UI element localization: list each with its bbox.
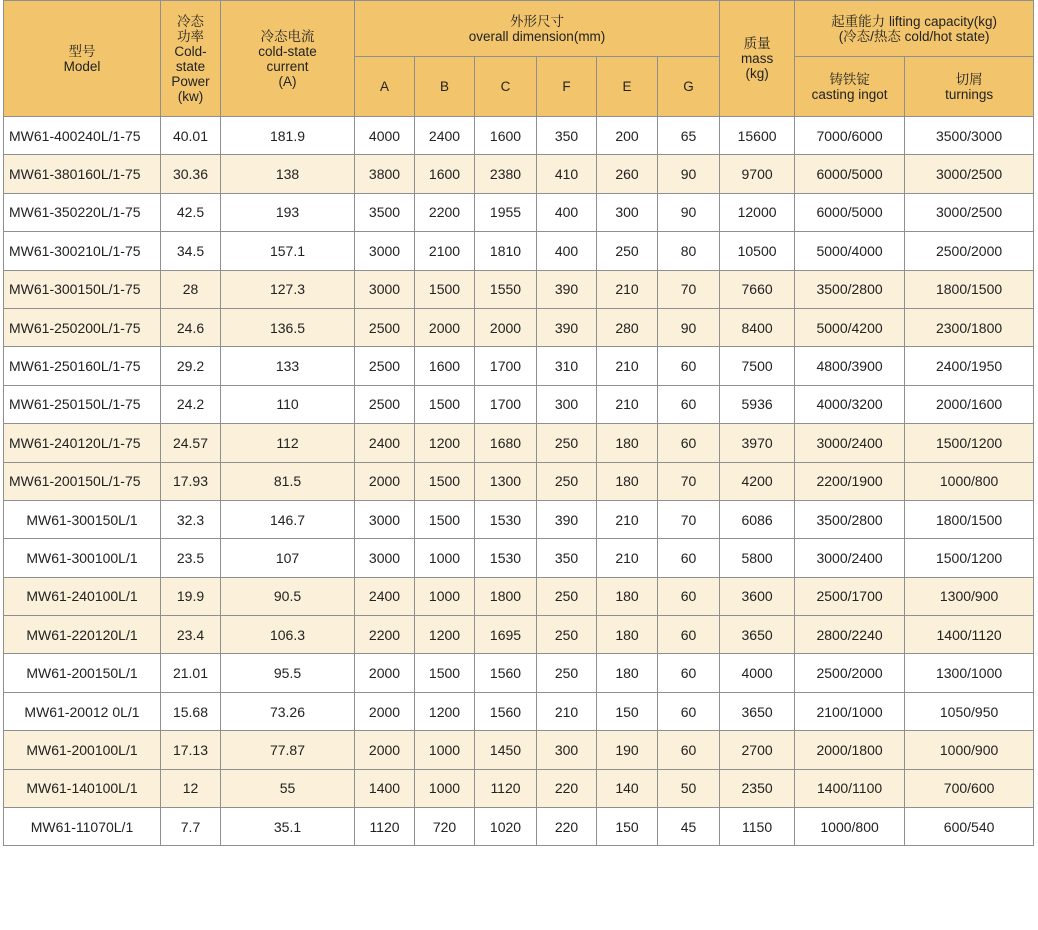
header-current-line: 冷态电流	[260, 28, 315, 44]
cell-cold-current: 90.5	[221, 577, 355, 615]
spec-table-body	[4, 117, 1034, 846]
cell-dim-b: 1200	[415, 616, 475, 654]
cell-dim-g: 65	[658, 117, 720, 155]
cell-cold-current: 73.26	[221, 692, 355, 730]
cell-dim-g: 50	[658, 769, 720, 807]
cell-dim-b: 1600	[415, 155, 475, 193]
cell-cold-power: 42.5	[161, 193, 221, 231]
cell-mass: 7500	[720, 347, 795, 385]
cell-dim-c: 1560	[475, 692, 537, 730]
cell-dim-c: 1810	[475, 232, 537, 270]
header-casting-ingot	[795, 57, 905, 117]
cell-cold-current: 112	[221, 424, 355, 462]
cell-dim-f: 400	[537, 232, 597, 270]
cell-dim-g: 70	[658, 270, 720, 308]
cell-dim-e: 180	[597, 654, 658, 692]
cell-casting-ingot: 3500/2800	[795, 500, 905, 538]
cell-dim-f: 250	[537, 424, 597, 462]
cell-dim-e: 300	[597, 193, 658, 231]
cell-dim-e: 280	[597, 308, 658, 346]
cell-dim-b: 2100	[415, 232, 475, 270]
cell-model: MW61-250150L/1-75	[4, 385, 161, 423]
cell-dim-b: 2400	[415, 117, 475, 155]
cell-dim-b: 1500	[415, 385, 475, 423]
cell-dim-a: 3500	[355, 193, 415, 231]
cell-dim-g: 90	[658, 193, 720, 231]
cell-dim-b: 1000	[415, 539, 475, 577]
cell-dim-a: 3800	[355, 155, 415, 193]
table-row	[4, 539, 1034, 577]
cell-cold-current: 106.3	[221, 616, 355, 654]
cell-cold-power: 23.5	[161, 539, 221, 577]
cell-dim-a: 2000	[355, 692, 415, 730]
cell-model: MW61-200150L/1-75	[4, 462, 161, 500]
cell-model: MW61-240100L/1	[4, 577, 161, 615]
table-row	[4, 385, 1034, 423]
cell-dim-c: 1955	[475, 193, 537, 231]
cell-cold-current: 193	[221, 193, 355, 231]
cell-turnings: 1050/950	[905, 692, 1034, 730]
cell-dim-e: 180	[597, 424, 658, 462]
cell-dim-b: 1200	[415, 424, 475, 462]
header-model	[4, 1, 161, 117]
cell-dim-f: 390	[537, 270, 597, 308]
cell-dim-c: 1530	[475, 539, 537, 577]
cell-dim-g: 60	[658, 692, 720, 730]
table-row	[4, 193, 1034, 231]
header-dimension-en: overall dimension(mm)	[468, 28, 606, 44]
cell-model: MW61-220120L/1	[4, 616, 161, 654]
cell-cold-power: 17.13	[161, 731, 221, 769]
cell-dim-e: 180	[597, 616, 658, 654]
cell-cold-power: 24.57	[161, 424, 221, 462]
header-current-line: cold-state	[258, 43, 317, 59]
cell-dim-a: 2000	[355, 462, 415, 500]
cell-turnings: 2500/2000	[905, 232, 1034, 270]
spec-table	[3, 0, 1034, 846]
cell-cold-current: 146.7	[221, 500, 355, 538]
cell-cold-current: 136.5	[221, 308, 355, 346]
cell-casting-ingot: 3000/2400	[795, 539, 905, 577]
cell-dim-e: 210	[597, 270, 658, 308]
cell-turnings: 700/600	[905, 769, 1034, 807]
header-turnings-zh: 切屑	[955, 71, 983, 87]
cell-cold-power: 15.68	[161, 692, 221, 730]
cell-dim-g: 60	[658, 731, 720, 769]
cell-cold-power: 28	[161, 270, 221, 308]
cell-model: MW61-300210L/1-75	[4, 232, 161, 270]
cell-dim-g: 45	[658, 808, 720, 846]
header-model-en: Model	[63, 58, 101, 74]
table-row	[4, 232, 1034, 270]
table-row	[4, 731, 1034, 769]
table-row	[4, 769, 1034, 807]
header-row-top	[4, 1, 1034, 57]
cell-dim-g: 60	[658, 347, 720, 385]
cell-cold-power: 30.36	[161, 155, 221, 193]
cell-turnings: 1500/1200	[905, 424, 1034, 462]
table-row	[4, 654, 1034, 692]
cell-mass: 3650	[720, 692, 795, 730]
cell-mass: 5936	[720, 385, 795, 423]
header-mass-line: 质量	[743, 36, 771, 51]
cell-dim-c: 2380	[475, 155, 537, 193]
cell-dim-a: 2500	[355, 347, 415, 385]
cell-dim-a: 2500	[355, 385, 415, 423]
cell-dim-f: 350	[537, 539, 597, 577]
cell-cold-power: 19.9	[161, 577, 221, 615]
cell-cold-power: 32.3	[161, 500, 221, 538]
cell-dim-c: 1700	[475, 385, 537, 423]
cell-dim-a: 2000	[355, 654, 415, 692]
cell-casting-ingot: 4800/3900	[795, 347, 905, 385]
cell-model: MW61-200150L/1	[4, 654, 161, 692]
header-power-line: state	[175, 58, 206, 74]
cell-turnings: 2400/1950	[905, 347, 1034, 385]
header-power-line: (kw)	[177, 88, 204, 104]
cell-cold-power: 17.93	[161, 462, 221, 500]
cell-dim-f: 250	[537, 577, 597, 615]
header-dim-a: A	[355, 57, 415, 117]
cell-model: MW61-250160L/1-75	[4, 347, 161, 385]
cell-cold-power: 23.4	[161, 616, 221, 654]
cell-model: MW61-250200L/1-75	[4, 308, 161, 346]
cell-model: MW61-380160L/1-75	[4, 155, 161, 193]
cell-dim-a: 2400	[355, 424, 415, 462]
cell-dim-b: 1500	[415, 462, 475, 500]
cell-cold-power: 12	[161, 769, 221, 807]
cell-dim-e: 180	[597, 577, 658, 615]
cell-dim-b: 1200	[415, 692, 475, 730]
cell-model: MW61-11070L/1	[4, 808, 161, 846]
cell-cold-power: 40.01	[161, 117, 221, 155]
header-dim-g: G	[658, 57, 720, 117]
cell-dim-b: 1500	[415, 654, 475, 692]
cell-casting-ingot: 2000/1800	[795, 731, 905, 769]
cell-dim-c: 2000	[475, 308, 537, 346]
cell-casting-ingot: 6000/5000	[795, 155, 905, 193]
cell-dim-c: 1800	[475, 577, 537, 615]
cell-dim-g: 60	[658, 654, 720, 692]
table-row	[4, 500, 1034, 538]
cell-mass: 5800	[720, 539, 795, 577]
table-row	[4, 424, 1034, 462]
header-lifting-line: 起重能力 lifting capacity(kg)	[831, 13, 997, 29]
cell-dim-e: 140	[597, 769, 658, 807]
header-mass	[720, 1, 795, 117]
cell-dim-c: 1700	[475, 347, 537, 385]
cell-dim-e: 210	[597, 539, 658, 577]
cell-mass: 4200	[720, 462, 795, 500]
cell-dim-a: 1400	[355, 769, 415, 807]
cell-casting-ingot: 2500/2000	[795, 654, 905, 692]
cell-dim-f: 390	[537, 500, 597, 538]
cell-dim-c: 1020	[475, 808, 537, 846]
header-dim-f: F	[537, 57, 597, 117]
table-row	[4, 577, 1034, 615]
cell-dim-b: 1500	[415, 500, 475, 538]
cell-casting-ingot: 1000/800	[795, 808, 905, 846]
cell-dim-b: 1000	[415, 731, 475, 769]
cell-dim-c: 1450	[475, 731, 537, 769]
header-power-line: Cold-	[174, 43, 207, 59]
cell-dim-b: 1000	[415, 577, 475, 615]
cell-dim-a: 2200	[355, 616, 415, 654]
cell-dim-b: 720	[415, 808, 475, 846]
header-power-line: Power	[171, 73, 210, 89]
cell-dim-a: 2000	[355, 731, 415, 769]
cell-dim-g: 90	[658, 155, 720, 193]
cell-dim-a: 3000	[355, 232, 415, 270]
cell-mass: 10500	[720, 232, 795, 270]
cell-dim-g: 60	[658, 385, 720, 423]
table-row	[4, 462, 1034, 500]
cell-dim-a: 4000	[355, 117, 415, 155]
cell-dim-g: 80	[658, 232, 720, 270]
cell-dim-e: 210	[597, 347, 658, 385]
cell-turnings: 1500/1200	[905, 539, 1034, 577]
cell-dim-e: 150	[597, 808, 658, 846]
cell-casting-ingot: 7000/6000	[795, 117, 905, 155]
cell-mass: 3650	[720, 616, 795, 654]
cell-dim-c: 1530	[475, 500, 537, 538]
cell-casting-ingot: 5000/4000	[795, 232, 905, 270]
header-casting-zh: 铸铁锭	[829, 71, 870, 87]
header-current	[221, 1, 355, 117]
cell-cold-current: 138	[221, 155, 355, 193]
cell-dim-f: 220	[537, 808, 597, 846]
cell-dim-f: 300	[537, 731, 597, 769]
cell-casting-ingot: 5000/4200	[795, 308, 905, 346]
cell-mass: 3970	[720, 424, 795, 462]
cell-dim-f: 250	[537, 654, 597, 692]
cell-turnings: 1300/900	[905, 577, 1034, 615]
cell-mass: 7660	[720, 270, 795, 308]
cell-model: MW61-140100L/1	[4, 769, 161, 807]
cell-cold-current: 110	[221, 385, 355, 423]
header-turnings-en: turnings	[945, 86, 994, 102]
cell-dim-a: 2500	[355, 308, 415, 346]
cell-cold-current: 181.9	[221, 117, 355, 155]
cell-dim-c: 1120	[475, 769, 537, 807]
header-model-zh: 型号	[68, 43, 96, 59]
cell-dim-b: 2000	[415, 308, 475, 346]
cell-dim-g: 60	[658, 616, 720, 654]
cell-model: MW61-350220L/1-75	[4, 193, 161, 231]
cell-dim-e: 210	[597, 385, 658, 423]
table-row	[4, 270, 1034, 308]
cell-dim-a: 3000	[355, 500, 415, 538]
header-dimension	[355, 1, 720, 57]
cell-casting-ingot: 1400/1100	[795, 769, 905, 807]
table-row	[4, 616, 1034, 654]
cell-dim-c: 1300	[475, 462, 537, 500]
cell-mass: 15600	[720, 117, 795, 155]
cell-turnings: 3500/3000	[905, 117, 1034, 155]
cell-dim-f: 250	[537, 616, 597, 654]
header-dim-e: E	[597, 57, 658, 117]
cell-dim-e: 150	[597, 692, 658, 730]
cell-dim-a: 2400	[355, 577, 415, 615]
cell-turnings: 1000/800	[905, 462, 1034, 500]
cell-turnings: 3000/2500	[905, 193, 1034, 231]
cell-dim-b: 1000	[415, 769, 475, 807]
table-row	[4, 308, 1034, 346]
cell-cold-current: 127.3	[221, 270, 355, 308]
cell-mass: 8400	[720, 308, 795, 346]
cell-cold-current: 133	[221, 347, 355, 385]
cell-mass: 9700	[720, 155, 795, 193]
table-row	[4, 808, 1034, 846]
cell-casting-ingot: 2800/2240	[795, 616, 905, 654]
cell-casting-ingot: 3500/2800	[795, 270, 905, 308]
header-dim-b: B	[415, 57, 475, 117]
cell-mass: 1150	[720, 808, 795, 846]
table-row	[4, 155, 1034, 193]
cell-dim-c: 1560	[475, 654, 537, 692]
cell-cold-current: 35.1	[221, 808, 355, 846]
cell-turnings: 600/540	[905, 808, 1034, 846]
cell-dim-f: 220	[537, 769, 597, 807]
cell-dim-a: 1120	[355, 808, 415, 846]
header-lifting-line: (冷态/热态 cold/hot state)	[838, 28, 990, 44]
cell-dim-a: 3000	[355, 270, 415, 308]
cell-dim-c: 1680	[475, 424, 537, 462]
cell-dim-e: 190	[597, 731, 658, 769]
cell-dim-e: 210	[597, 500, 658, 538]
cell-mass: 2350	[720, 769, 795, 807]
cell-model: MW61-240120L/1-75	[4, 424, 161, 462]
cell-dim-f: 410	[537, 155, 597, 193]
cell-dim-e: 180	[597, 462, 658, 500]
cell-casting-ingot: 2500/1700	[795, 577, 905, 615]
cell-cold-power: 24.6	[161, 308, 221, 346]
cell-casting-ingot: 6000/5000	[795, 193, 905, 231]
cell-model: MW61-400240L/1-75	[4, 117, 161, 155]
cell-dim-g: 70	[658, 500, 720, 538]
cell-turnings: 1000/900	[905, 731, 1034, 769]
header-lifting-capacity	[795, 1, 1034, 57]
cell-dim-c: 1600	[475, 117, 537, 155]
cell-dim-c: 1695	[475, 616, 537, 654]
header-current-line: (A)	[278, 73, 297, 89]
cell-model: MW61-300150L/1-75	[4, 270, 161, 308]
cell-dim-e: 200	[597, 117, 658, 155]
header-dim-c: C	[475, 57, 537, 117]
cell-mass: 6086	[720, 500, 795, 538]
header-mass-line: mass	[740, 51, 774, 66]
cell-cold-current: 157.1	[221, 232, 355, 270]
cell-cold-current: 107	[221, 539, 355, 577]
cell-mass: 12000	[720, 193, 795, 231]
cell-turnings: 1300/1000	[905, 654, 1034, 692]
header-turnings	[905, 57, 1034, 117]
cell-turnings: 1800/1500	[905, 270, 1034, 308]
cell-dim-c: 1550	[475, 270, 537, 308]
cell-cold-power: 24.2	[161, 385, 221, 423]
cell-dim-f: 210	[537, 692, 597, 730]
cell-dim-f: 310	[537, 347, 597, 385]
cell-mass: 3600	[720, 577, 795, 615]
table-row	[4, 117, 1034, 155]
cell-turnings: 2300/1800	[905, 308, 1034, 346]
table-row	[4, 692, 1034, 730]
table-row	[4, 347, 1034, 385]
cell-cold-power: 34.5	[161, 232, 221, 270]
cell-casting-ingot: 2200/1900	[795, 462, 905, 500]
cell-turnings: 3000/2500	[905, 155, 1034, 193]
cell-dim-e: 250	[597, 232, 658, 270]
cell-mass: 2700	[720, 731, 795, 769]
cell-dim-f: 350	[537, 117, 597, 155]
cell-dim-g: 90	[658, 308, 720, 346]
cell-dim-f: 300	[537, 385, 597, 423]
cell-cold-current: 95.5	[221, 654, 355, 692]
header-mass-line: (kg)	[745, 66, 769, 81]
header-power-line: 冷态	[177, 13, 204, 29]
cell-dim-a: 3000	[355, 539, 415, 577]
cell-mass: 4000	[720, 654, 795, 692]
cell-casting-ingot: 2100/1000	[795, 692, 905, 730]
cell-dim-e: 260	[597, 155, 658, 193]
cell-dim-f: 390	[537, 308, 597, 346]
cell-cold-power: 21.01	[161, 654, 221, 692]
cell-dim-g: 60	[658, 424, 720, 462]
header-dimension-zh: 外形尺寸	[510, 13, 565, 29]
cell-casting-ingot: 3000/2400	[795, 424, 905, 462]
cell-dim-b: 1600	[415, 347, 475, 385]
cell-dim-b: 2200	[415, 193, 475, 231]
header-casting-en: casting ingot	[811, 86, 888, 102]
cell-dim-g: 60	[658, 577, 720, 615]
header-current-line: current	[266, 58, 309, 74]
header-power	[161, 1, 221, 117]
cell-model: MW61-300150L/1	[4, 500, 161, 538]
cell-turnings: 2000/1600	[905, 385, 1034, 423]
cell-dim-f: 400	[537, 193, 597, 231]
cell-dim-g: 60	[658, 539, 720, 577]
cell-model: MW61-300100L/1	[4, 539, 161, 577]
header-power-line: 功率	[177, 28, 204, 44]
cell-casting-ingot: 4000/3200	[795, 385, 905, 423]
cell-dim-g: 70	[658, 462, 720, 500]
cell-dim-b: 1500	[415, 270, 475, 308]
cell-dim-f: 250	[537, 462, 597, 500]
cell-model: MW61-20012 0L/1	[4, 692, 161, 730]
cell-cold-current: 55	[221, 769, 355, 807]
cell-turnings: 1800/1500	[905, 500, 1034, 538]
cell-cold-power: 7.7	[161, 808, 221, 846]
cell-cold-power: 29.2	[161, 347, 221, 385]
cell-cold-current: 77.87	[221, 731, 355, 769]
cell-turnings: 1400/1120	[905, 616, 1034, 654]
cell-cold-current: 81.5	[221, 462, 355, 500]
cell-model: MW61-200100L/1	[4, 731, 161, 769]
